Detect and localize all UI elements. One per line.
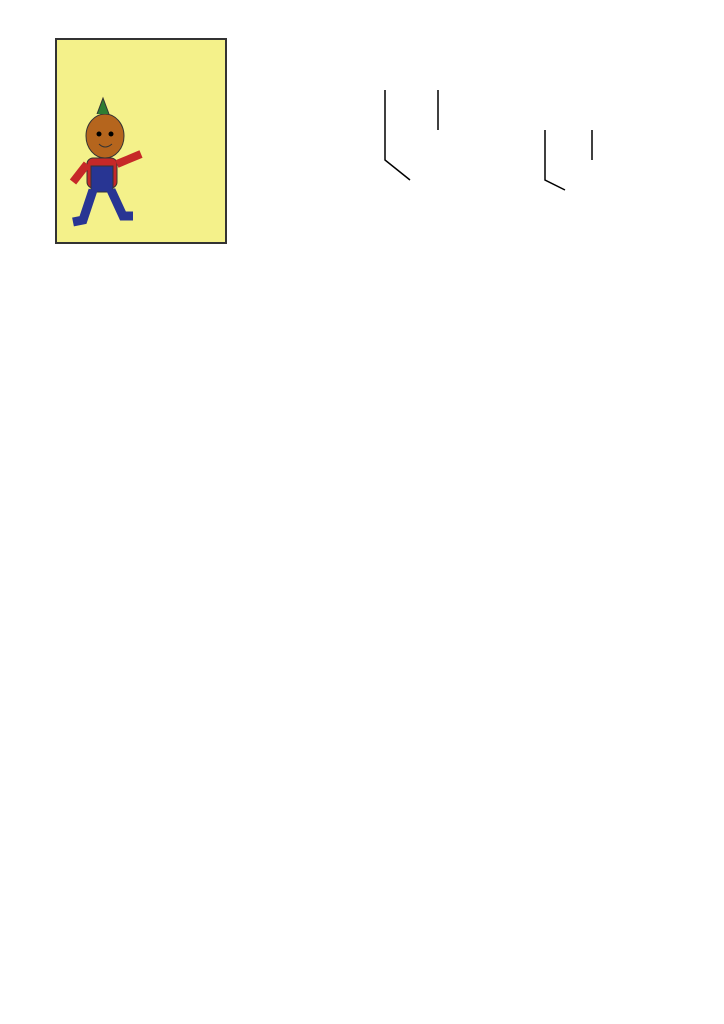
practice-block-bottom: [60, 640, 680, 890]
task-1: [64, 584, 152, 601]
boy-with-letter-illustration: [57, 40, 227, 244]
task-2: [64, 605, 152, 622]
illustration-card: [55, 38, 227, 244]
stroke-arrow-lower: [545, 130, 565, 190]
boy-figure: [73, 98, 141, 222]
outline-letters: [330, 50, 630, 250]
stroke-arrow-upper: [385, 90, 410, 180]
practice-block-top: [60, 340, 680, 520]
task-3: [62, 922, 150, 939]
